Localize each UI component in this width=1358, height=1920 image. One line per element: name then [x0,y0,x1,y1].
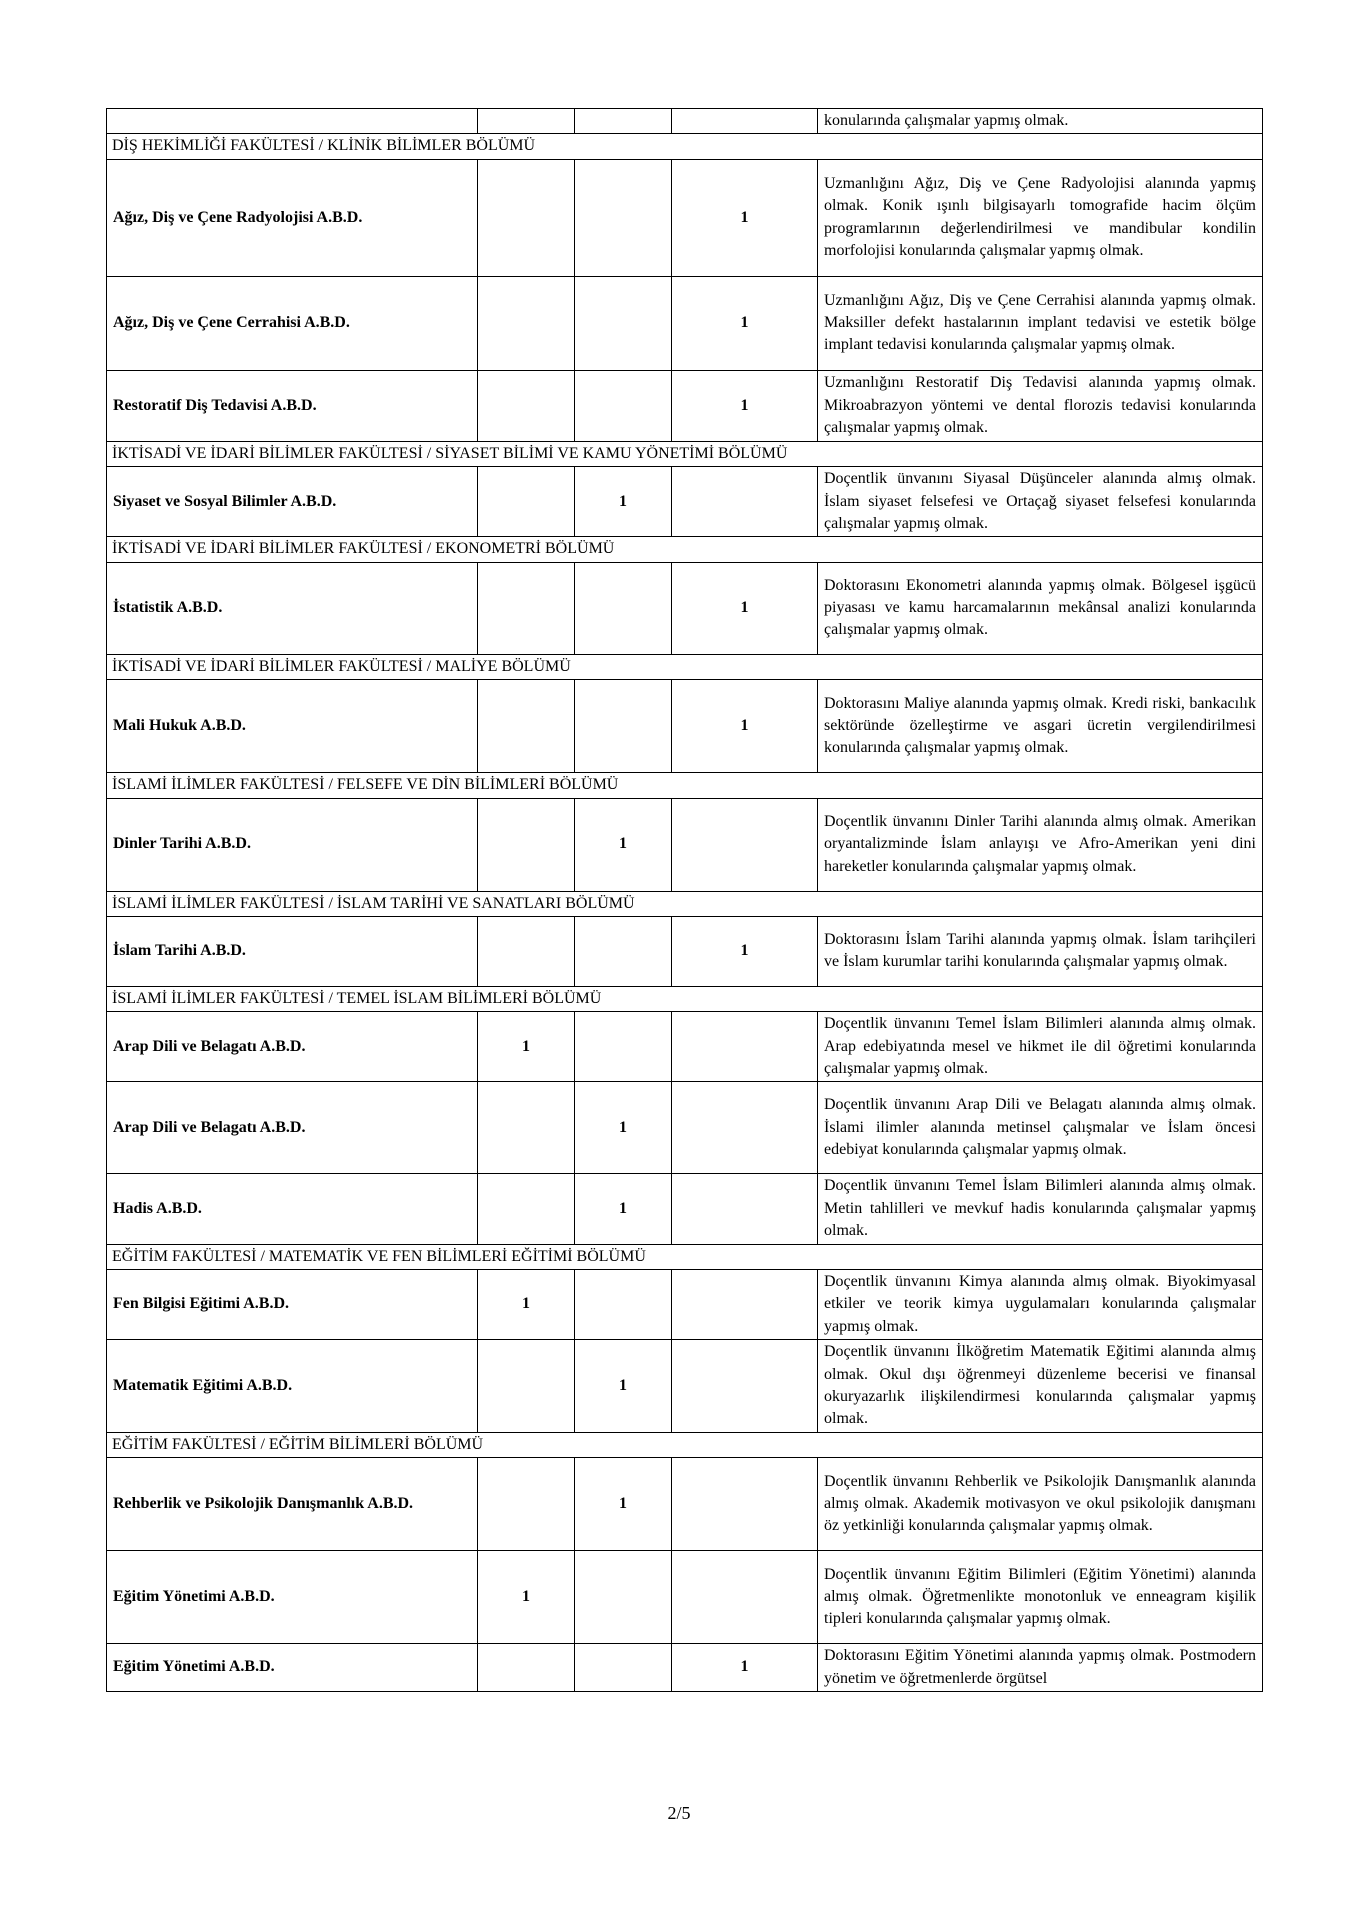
requirement-text: Doçentlik ünvanını Eğitim Bilimleri (Eğitim Yönetimi) alanında almış olmak. Öğretmenlikte monotonluk ve enneagram kişilik tipleri konularında çalışmalar yapmış olmak. [818,1551,1263,1644]
department-name [107,109,478,134]
section-header: İSLAMİ İLİMLER FAKÜLTESİ / FELSEFE VE DİN BİLİMLERİ BÖLÜMÜ [107,773,1263,798]
count-col-2 [575,1012,672,1082]
requirement-text: konularında çalışmalar yapmış olmak. [818,109,1263,134]
requirement-text: Doçentlik ünvanını Dinler Tarihi alanında almış olmak. Amerikan oryantalizminde İslam anlayışı ve Afro-Amerikan yeni dini hareketler konularında çalışmalar yapmış olmak. [818,798,1263,891]
count-col-3: 1 [672,276,818,370]
section-header-row [107,537,1263,562]
count-col-2 [575,276,672,370]
section-header: İKTİSADİ VE İDARİ BİLİMLER FAKÜLTESİ / EKONOMETRİ BÖLÜMÜ [107,537,1263,562]
count-col-3: 1 [672,370,818,441]
count-col-2 [575,680,672,773]
count-col-2: 1 [575,1082,672,1174]
count-col-2: 1 [575,467,672,537]
count-col-1: 1 [478,1270,575,1340]
count-col-1 [478,798,575,891]
count-col-1 [478,562,575,654]
department-name: Ağız, Diş ve Çene Radyolojisi A.B.D. [107,159,478,276]
section-header: EĞİTİM FAKÜLTESİ / EĞİTİM BİLİMLERİ BÖLÜMÜ [107,1432,1263,1457]
count-col-3 [672,1082,818,1174]
department-name: Eğitim Yönetimi A.B.D. [107,1551,478,1644]
table-row [107,916,1263,986]
requirement-text: Doçentlik ünvanını Siyasal Düşünceler alanında almış olmak. İslam siyaset felsefesi ve Ortaçağ siyaset felsefesi konularında çalışmalar yapmış olmak. [818,467,1263,537]
count-col-2 [575,1270,672,1340]
section-header-row [107,654,1263,679]
count-col-2 [575,562,672,654]
count-col-3: 1 [672,159,818,276]
requirement-text: Uzmanlığını Ağız, Diş ve Çene Cerrahisi alanında yapmış olmak. Maksiller defekt hastalarının implant tedavisi ve estetik bölge implant tedavisi konularında çalışmalar yapmış olmak. [818,276,1263,370]
table-row [107,276,1263,370]
section-header: İSLAMİ İLİMLER FAKÜLTESİ / TEMEL İSLAM BİLİMLERİ BÖLÜMÜ [107,986,1263,1011]
section-header-row [107,773,1263,798]
count-col-3 [672,1270,818,1340]
table-row [107,1270,1263,1340]
count-col-3 [672,1458,818,1551]
department-name: Matematik Eğitimi A.B.D. [107,1340,478,1433]
section-header-row [107,891,1263,916]
department-name: Arap Dili ve Belagatı A.B.D. [107,1012,478,1082]
department-name: Mali Hukuk A.B.D. [107,680,478,773]
table-row [107,159,1263,276]
requirement-text: Doktorasını Maliye alanında yapmış olmak. Kredi riski, bankacılık sektöründe özelleştirme ve asgari ücretin vergilendirilmesi konularında çalışmalar yapmış olmak. [818,680,1263,773]
count-col-2 [575,1644,672,1692]
count-col-2: 1 [575,1340,672,1433]
section-header-row [107,1244,1263,1269]
requirement-text: Doçentlik ünvanını Arap Dili ve Belagatı alanında almış olmak. İslami ilimler alanında metinsel çalışmalar ve İslam öncesi edebiyat konularında çalışmalar yapmış olmak. [818,1082,1263,1174]
department-name: Eğitim Yönetimi A.B.D. [107,1644,478,1692]
section-header: İSLAMİ İLİMLER FAKÜLTESİ / İSLAM TARİHİ VE SANATLARI BÖLÜMÜ [107,891,1263,916]
count-col-1 [478,159,575,276]
department-name: Rehberlik ve Psikolojik Danışmanlık A.B.D. [107,1458,478,1551]
count-col-1 [478,916,575,986]
count-col-2 [575,370,672,441]
requirement-text: Doçentlik ünvanını Kimya alanında almış olmak. Biyokimyasal etkiler ve teorik kimya uygulamaları konularında çalışmalar yapmış olmak. [818,1270,1263,1340]
section-header-row [107,441,1263,466]
table-row [107,370,1263,441]
count-col-1 [478,1340,575,1433]
section-header: EĞİTİM FAKÜLTESİ / MATEMATİK VE FEN BİLİMLERİ EĞİTİMİ BÖLÜMÜ [107,1244,1263,1269]
count-col-1: 1 [478,1551,575,1644]
requirement-text: Doktorasını Eğitim Yönetimi alanında yapmış olmak. Postmodern yönetim ve öğretmenlerde örgütsel [818,1644,1263,1692]
count-col-3 [672,1174,818,1244]
count-col-2: 1 [575,1174,672,1244]
count-col-3: 1 [672,916,818,986]
table-row [107,1340,1263,1433]
count-col-3 [672,467,818,537]
count-col-3 [672,1340,818,1433]
count-col-2: 1 [575,1458,672,1551]
requirement-text: Doçentlik ünvanını Rehberlik ve Psikolojik Danışmanlık alanında almış olmak. Akademik motivasyon ve okul psikolojik danışmanı öz yetkinliği konularında çalışmalar yapmış olmak. [818,1458,1263,1551]
count-col-3: 1 [672,680,818,773]
requirement-text: Doçentlik ünvanını İlköğretim Matematik Eğitimi alanında almış olmak. Okul dışı öğrenmeyi düzenleme becerisi ve finansal okuryazarlık ilişkilendirmesi konularında çalışmalar yapmış olmak. [818,1340,1263,1433]
count-col-3: 1 [672,1644,818,1692]
requirement-text: Doktorasını Ekonometri alanında yapmış olmak. Bölgesel işgücü piyasası ve kamu harcamalarının mekânsal analizi konularında çalışmalar yapmış olmak. [818,562,1263,654]
count-col-2 [575,916,672,986]
count-col-1 [478,467,575,537]
table-row [107,1012,1263,1082]
section-header: İKTİSADİ VE İDARİ BİLİMLER FAKÜLTESİ / SİYASET BİLİMİ VE KAMU YÖNETİMİ BÖLÜMÜ [107,441,1263,466]
count-col-2 [575,109,672,134]
count-col-1 [478,109,575,134]
requirement-text: Uzmanlığını Restoratif Diş Tedavisi alanında yapmış olmak. Mikroabrazyon yöntemi ve dental florozis tedavisi konularında çalışmalar yapmış olmak. [818,370,1263,441]
count-col-1 [478,1458,575,1551]
count-col-1 [478,370,575,441]
section-header: DİŞ HEKİMLİĞİ FAKÜLTESİ / KLİNİK BİLİMLER BÖLÜMÜ [107,134,1263,159]
table-row [107,1082,1263,1174]
count-col-1 [478,276,575,370]
count-col-1 [478,680,575,773]
table-row [107,1551,1263,1644]
table-row [107,109,1263,134]
department-name: Dinler Tarihi A.B.D. [107,798,478,891]
count-col-1 [478,1644,575,1692]
section-header-row [107,1432,1263,1457]
count-col-3: 1 [672,562,818,654]
section-header-row [107,134,1263,159]
count-col-3 [672,1012,818,1082]
count-col-3 [672,798,818,891]
department-name: Siyaset ve Sosyal Bilimler A.B.D. [107,467,478,537]
table-row [107,680,1263,773]
section-header-row [107,986,1263,1011]
table-row [107,798,1263,891]
department-name: Restoratif Diş Tedavisi A.B.D. [107,370,478,441]
count-col-2: 1 [575,798,672,891]
department-name: Arap Dili ve Belagatı A.B.D. [107,1082,478,1174]
requirement-text: Doçentlik ünvanını Temel İslam Bilimleri alanında almış olmak. Metin tahlilleri ve mevkuf hadis konularında çalışmalar yapmış olmak. [818,1174,1263,1244]
department-name: Ağız, Diş ve Çene Cerrahisi A.B.D. [107,276,478,370]
count-col-2 [575,159,672,276]
department-name: Fen Bilgisi Eğitimi A.B.D. [107,1270,478,1340]
table-row [107,467,1263,537]
requirement-text: Doktorasını İslam Tarihi alanında yapmış olmak. İslam tarihçileri ve İslam kurumlar tarihi konularında çalışmalar yapmış olmak. [818,916,1263,986]
requirement-text: Uzmanlığını Ağız, Diş ve Çene Radyolojisi alanında yapmış olmak. Konik ışınlı bilgisayarlı tomografide hacim ölçüm programlarının değerlendirilmesi ve mandibular kondilin morfolojisi konularında çalışmalar yapmış olmak. [818,159,1263,276]
table-row [107,1174,1263,1244]
page-number: 2/5 [667,1803,691,1823]
requirement-text: Doçentlik ünvanını Temel İslam Bilimleri alanında almış olmak. Arap edebiyatında mesel ve hikmet ile dil öğretimi konularında çalışmalar yapmış olmak. [818,1012,1263,1082]
department-name: Hadis A.B.D. [107,1174,478,1244]
count-col-3 [672,1551,818,1644]
position-table [106,108,1263,1692]
count-col-2 [575,1551,672,1644]
table-row [107,562,1263,654]
department-name: İslam Tarihi A.B.D. [107,916,478,986]
section-header: İKTİSADİ VE İDARİ BİLİMLER FAKÜLTESİ / MALİYE BÖLÜMÜ [107,654,1263,679]
table-row [107,1644,1263,1692]
department-name: İstatistik A.B.D. [107,562,478,654]
count-col-3 [672,109,818,134]
count-col-1 [478,1174,575,1244]
table-row [107,1458,1263,1551]
table-body [107,109,1263,1692]
count-col-1 [478,1082,575,1174]
count-col-1: 1 [478,1012,575,1082]
